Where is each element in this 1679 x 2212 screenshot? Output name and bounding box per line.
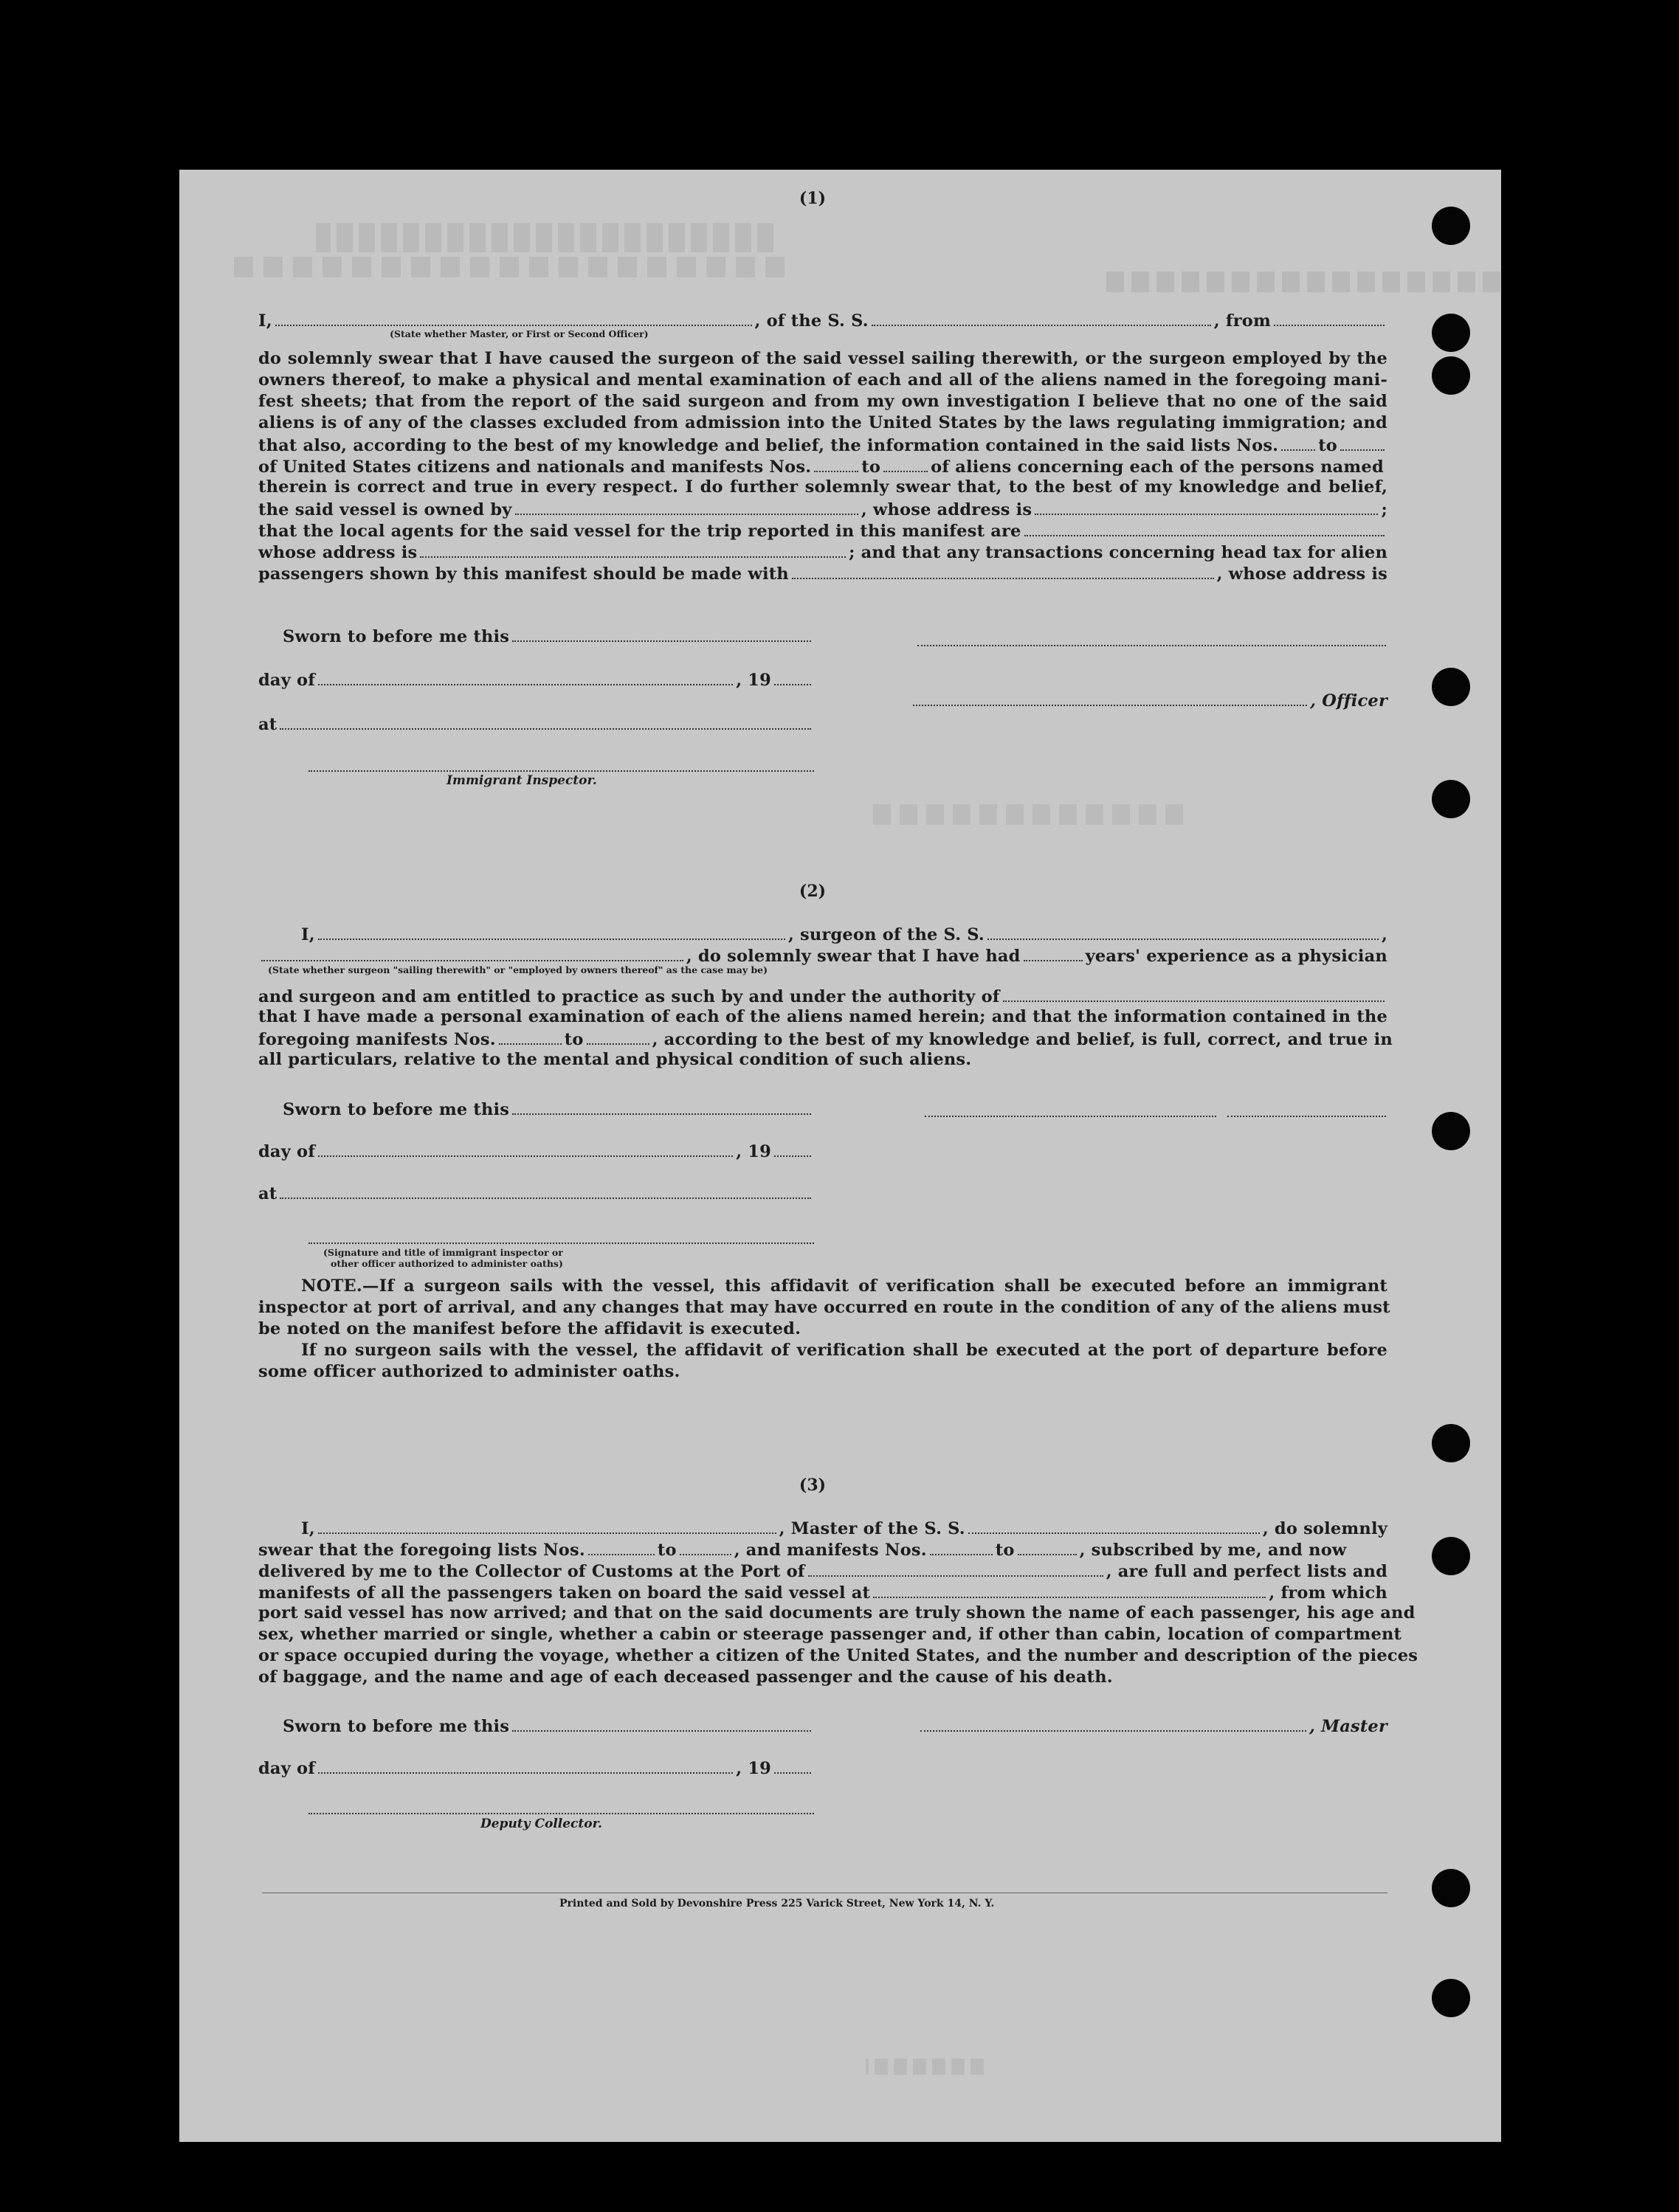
inspector-signature-line[interactable] <box>308 769 814 772</box>
inspector-caption: Immigrant Inspector. <box>447 773 597 788</box>
s3-sworn-month-field[interactable] <box>318 1757 733 1774</box>
surgeon-line: I, , surgeon of the S. S. , <box>301 925 1387 944</box>
administering-officer-signature-line[interactable] <box>308 1241 814 1244</box>
s2-sworn-day-field[interactable] <box>512 1099 811 1115</box>
section-2-number: (2) <box>799 882 827 901</box>
manifests-to-field[interactable] <box>883 456 928 472</box>
exam-line-text: that I have made a personal examination of each of the aliens named herein; and that the information contained in the <box>258 1007 1387 1026</box>
surgeon-vessel-field[interactable] <box>987 924 1379 940</box>
s2-sworn-line: Sworn to before me this <box>283 1099 814 1121</box>
sworn-place-field[interactable] <box>280 713 811 730</box>
s2-sworn-place-field[interactable] <box>280 1183 811 1199</box>
signature-note-1: (Signature and title of immigrant inspector or <box>323 1247 563 1258</box>
section-3-number: (3) <box>799 1476 827 1495</box>
experience-years-field[interactable] <box>1024 945 1083 961</box>
printer-imprint: Printed and Sold by Devonshire Press 225 Varick Street, New York 14, N. Y. <box>559 1898 995 1909</box>
sworn-year-field[interactable] <box>774 669 811 685</box>
master-signature-field[interactable] <box>920 1715 1306 1732</box>
owner-name-field[interactable] <box>515 499 858 515</box>
surgeon-signature-line-b[interactable] <box>1227 1114 1386 1117</box>
vessel-owner-line: the said vessel is owned by , whose address is ; <box>258 500 1387 519</box>
s3-sworn-year-field[interactable] <box>774 1757 811 1774</box>
master-signature-row: , Master <box>917 1715 1387 1738</box>
local-agents-line: that the local agents for the said vessel for the trip reported in this manifest are <box>258 520 1387 542</box>
officer-signature-field[interactable] <box>913 690 1307 706</box>
section-1-body-line: do solemnly swear that I have caused the surgeon of the said vessel sailing therewith, or the surgeon employed by the <box>258 349 1387 368</box>
section-1-body-line: owners thereof, to make a physical and mental examination of each and all of the aliens named in the foregoing mani- <box>258 370 1387 390</box>
lists-numbers-line: that also, according to the best of my knowledge and belief, the information contained in the said lists Nos. to <box>258 435 1387 457</box>
head-tax-party-field[interactable] <box>792 563 1214 579</box>
collector-port-field[interactable] <box>808 1561 1103 1577</box>
s2-sworn-month-field[interactable] <box>318 1141 733 1157</box>
foregoing-manifests-line: foregoing manifests Nos. to , according to the best of my knowledge and belief, is full, correct, and true in <box>258 1030 1393 1049</box>
punch-hole <box>1432 207 1470 245</box>
punch-hole <box>1432 314 1470 352</box>
s3-sworn-day-field[interactable] <box>512 1715 811 1732</box>
note-line: be noted on the manifest before the affidavit is executed. <box>258 1319 801 1338</box>
s3-day-of-line: day of , 19 <box>258 1757 814 1780</box>
s3-lists-from-field[interactable] <box>588 1539 655 1555</box>
note-line: If no surgeon sails with the vessel, the affidavit of verification shall be executed at the port of departure before <box>301 1341 1387 1360</box>
s3-lists-to-field[interactable] <box>680 1539 731 1555</box>
lists-from-field[interactable] <box>1281 435 1315 451</box>
departure-port-field[interactable] <box>1274 310 1385 326</box>
section-3-body-line: sex, whether married or single, whether a cabin or steerage passenger and, if other than cabin, location of compartment <box>258 1625 1402 1644</box>
signature-note-2: other officer authorized to administer oaths) <box>331 1258 563 1269</box>
surgeon-name-field[interactable] <box>318 924 785 940</box>
s3-lists-line: swear that the foregoing lists Nos. to , and manifests Nos. to , subscribed by me, and now <box>258 1541 1347 1560</box>
collector-caption: Deputy Collector. <box>480 1817 602 1831</box>
s3-manifests-to-field[interactable] <box>1018 1539 1077 1555</box>
collector-port-line: delivered by me to the Collector of Customs at the Port of , are full and perfect lists and <box>258 1562 1387 1581</box>
punch-hole <box>1432 1869 1470 1907</box>
punch-hole <box>1432 1112 1470 1150</box>
owner-address-field[interactable] <box>1035 499 1378 515</box>
s2-sworn-year-field[interactable] <box>774 1141 811 1157</box>
punch-hole <box>1432 668 1470 706</box>
section-3-body-line: of baggage, and the name and age of each deceased passenger and the cause of his death. <box>258 1667 1113 1687</box>
s2-at-line: at <box>258 1183 814 1205</box>
lists-to-field[interactable] <box>1340 435 1385 451</box>
s3-sworn-line: Sworn to before me this <box>283 1715 814 1738</box>
section-1-officer-line: I, , of the S. S. , from <box>258 310 1387 332</box>
bleed-through-bottom <box>866 2059 984 2075</box>
surgeon-status-field[interactable] <box>261 945 683 961</box>
section-3-body-line: or space occupied during the voyage, whether a citizen of the United States, and the number and description of the pieces <box>258 1646 1418 1665</box>
officer-signature-row: , Officer <box>910 690 1387 712</box>
section-1-number: (1) <box>799 189 827 208</box>
section-1-correct-line: therein is correct and true in every respect. I do further solemnly swear that, to the best of my knowledge and belief, <box>258 477 1387 497</box>
s2-manifests-from-field[interactable] <box>499 1029 562 1045</box>
bleed-through-header <box>316 223 773 252</box>
agent-address-field[interactable] <box>420 542 846 558</box>
section-1-body-line: fest sheets; that from the report of the said surgeon and from my own investigation I believe that no one of the said <box>258 392 1387 411</box>
officer-rank-note: (State whether Master, or First or Second Officer) <box>390 328 649 339</box>
surgeon-signature-line-a[interactable] <box>925 1114 1216 1117</box>
s2-day-of-line: day of , 19 <box>258 1141 814 1163</box>
bleed-through-line <box>224 257 785 277</box>
boarding-port-line: manifests of all the passengers taken on board the said vessel at , from which <box>258 1583 1387 1603</box>
section-1-body-line: aliens is of any of the classes excluded from admission into the United States by the laws regulating immigration; and <box>258 413 1387 432</box>
citizens-manifests-line: of United States citizens and nationals and manifests Nos. to of aliens concerning each of the persons named <box>258 457 1384 477</box>
agent-address-line: whose address is ; and that any transactions concerning head tax for alien <box>258 543 1387 562</box>
surgeon-status-note: (State whether surgeon "sailing therewith" or "employed by owners thereof" as the case may be) <box>268 964 768 975</box>
master-vessel-field[interactable] <box>968 1518 1260 1534</box>
at-line: at <box>258 713 814 736</box>
punch-hole <box>1432 780 1470 818</box>
day-of-line: day of , 19 <box>258 669 814 691</box>
experience-line: , do solemnly swear that I have had years' experience as a physician <box>258 945 1387 967</box>
officer-signature-line-top[interactable] <box>917 643 1386 646</box>
local-agents-field[interactable] <box>1024 520 1385 536</box>
collector-signature-line[interactable] <box>308 1811 814 1814</box>
punch-hole <box>1432 1424 1470 1462</box>
bleed-through-stamp <box>873 804 1183 825</box>
note-line: some officer authorized to administer oaths. <box>258 1362 680 1381</box>
sworn-month-field[interactable] <box>318 669 733 685</box>
particulars-line: all particulars, relative to the mental and physical condition of such aliens. <box>258 1050 972 1069</box>
note-line: NOTE.—If a surgeon sails with the vessel, this affidavit of verification shall be executed before an immigrant <box>301 1276 1387 1296</box>
punch-hole <box>1432 356 1470 395</box>
authority-line: and surgeon and am entitled to practice as such by and under the authority of <box>258 986 1387 1008</box>
authority-field[interactable] <box>1003 986 1385 1002</box>
vessel-name-field[interactable] <box>872 310 1211 326</box>
sworn-day-field[interactable] <box>512 626 811 642</box>
punch-hole <box>1432 1537 1470 1575</box>
master-name-field[interactable] <box>318 1518 776 1534</box>
pronoun-i: I, <box>258 311 272 331</box>
manifests-from-field[interactable] <box>814 456 858 472</box>
officer-name-field[interactable] <box>275 310 752 326</box>
s3-manifests-from-field[interactable] <box>930 1539 993 1555</box>
bleed-through-right <box>1102 272 1500 292</box>
master-line: I, , Master of the S. S. , do solemnly <box>301 1519 1387 1538</box>
sworn-line: Sworn to before me this <box>283 626 814 648</box>
head-tax-line: passengers shown by this manifest should be made with , whose address is <box>258 564 1387 584</box>
boarding-port-field[interactable] <box>873 1582 1266 1598</box>
section-3-body-line: port said vessel has now arrived; and that on the said documents are truly shown the name of each passenger, his age and <box>258 1603 1416 1622</box>
s2-manifests-to-field[interactable] <box>587 1029 649 1045</box>
manifest-sheet <box>179 170 1501 2142</box>
punch-hole <box>1432 1979 1470 2017</box>
note-line: inspector at port of arrival, and any changes that may have occurred en route in the condition of any of the aliens must <box>258 1298 1390 1317</box>
